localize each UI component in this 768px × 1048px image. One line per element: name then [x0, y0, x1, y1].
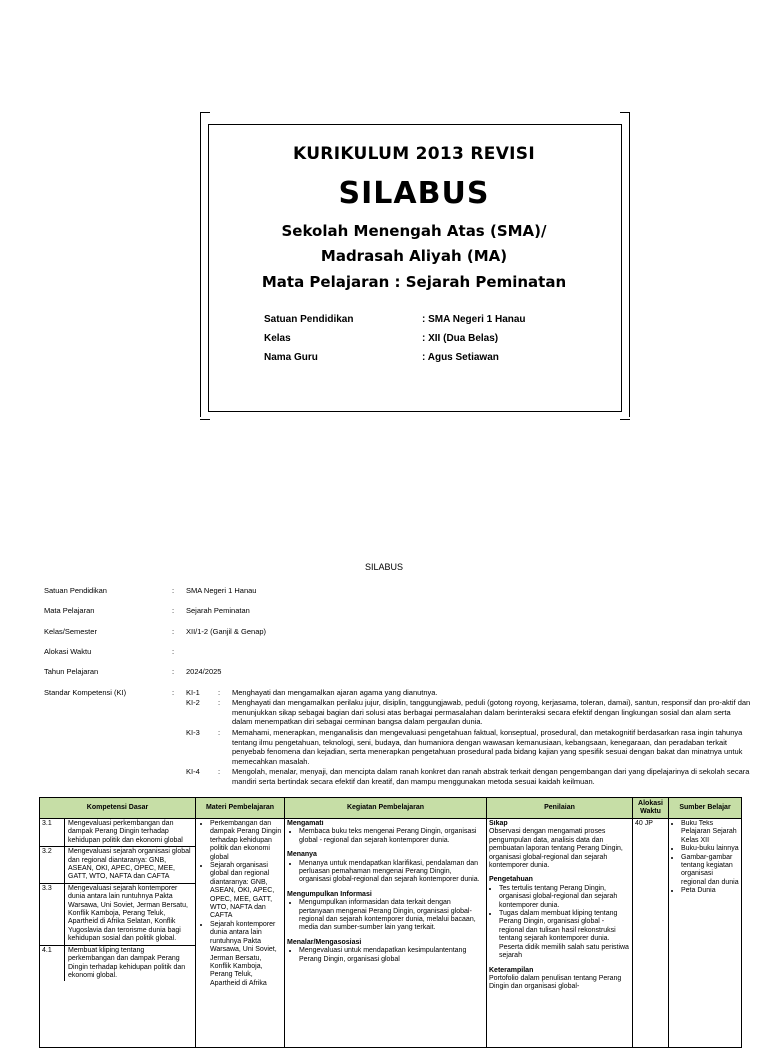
kd-number: 3.2 [40, 847, 65, 883]
cover-info-row [264, 314, 594, 333]
kegiatan-heading: Mengumpulkan Informasi [287, 890, 372, 898]
penilaian-text: Observasi dengan mengamati proses pengumpulan data, analisis data dan pembuatan laporan tentang Perang Dingin, organisasi global-regional dan sejarah kontemporer dunia. [489, 828, 623, 870]
kegiatan-list [287, 860, 484, 885]
cover-title: SILABUS [338, 176, 490, 211]
corner-tick [629, 360, 630, 417]
penilaian-item: • Tes tertulis tentang Perang Dingin, organisasi global-regional dan sejarah kontemporer dunia. [499, 885, 630, 910]
kd-number: 3.1 [40, 819, 65, 846]
penilaian-item: • Tugas dalam membuat kliping tentang Perang Dingin, organisasi global - regional dan tulisan hasil rekonstruksi tentang sejarah kontemporer dunia. Peserta didik memilih salah satu peristiwa sejarah [499, 910, 630, 960]
sumber-item: • Peta Dunia [681, 887, 739, 895]
field-value: Sejarah Peminatan [186, 606, 250, 615]
materi-list-wrap [198, 820, 282, 1046]
kd-item [40, 819, 195, 847]
kegiatan-heading: Menanya [287, 851, 317, 859]
cover-frame [200, 112, 630, 420]
sumber-item: • Gambar-gambar tentang kegiatan organisasi regional dan dunia [681, 854, 739, 888]
kd-item [40, 946, 195, 982]
sumber-wrap [671, 820, 739, 1046]
kegiatan-heading: Mengamati [287, 820, 324, 827]
cover-info-value: : SMA Negeri 1 Hanau [422, 314, 526, 325]
corner-tick [620, 112, 630, 113]
cover-info-row [264, 352, 594, 371]
field-value: SMA Negeri 1 Hanau [186, 586, 257, 595]
sumber-cell [669, 819, 742, 1048]
ki-colon: : [218, 728, 221, 737]
corner-tick [200, 360, 201, 417]
kegiatan-list [287, 828, 484, 845]
field-value: XII/1-2 (Ganjil & Genap) [186, 627, 267, 636]
kegiatan-cell [285, 819, 487, 1048]
field-colon: : [172, 606, 175, 615]
kd-text: Mengevaluasi perkembangan dan dampak Perang Dingin terhadap kehidupan politik dan ekonomi global [68, 820, 183, 844]
materi-cell [196, 819, 285, 1048]
penilaian-list [489, 885, 630, 961]
column-header: Kompetensi Dasar [40, 798, 196, 819]
ki-code: KI-3 [186, 728, 200, 737]
kd-item [40, 847, 195, 884]
kegiatan-list [287, 899, 484, 933]
corner-tick [620, 419, 630, 420]
ki-colon: : [218, 767, 221, 776]
silabus-table [39, 797, 742, 1048]
field-colon: : [172, 627, 175, 636]
field-label: Alokasi Waktu [44, 647, 92, 656]
kd-cell [40, 819, 196, 1048]
field-label: Tahun Pelajaran [44, 667, 99, 676]
ki-code: KI-1 [186, 688, 200, 697]
penilaian-cell [487, 819, 633, 1048]
cover-info-label: Kelas [264, 333, 291, 344]
field-label: Kelas/Semester [44, 627, 97, 636]
materi-list [198, 820, 282, 988]
ki-text: Menghayati dan mengamalkan perilaku jujur, disiplin, tanggungjawab, peduli (gotong royong, kerjasama, toleran, damai), santun, responsif dan pro-aktif dan menunjukkan sikap sebagai bagian dari solusi atas berbagai permasalahan dalam berinteraksi secara efektif dengan lingkungan sosial dan alam serta dalam menempatkan diri sebagai cerminan bangsa dalam pergaulan dunia. [232, 698, 751, 726]
kegiatan-item: • Mengumpulkan informasidan data terkait dengan pertanyaan mengenai Perang Dingin, organisasi global-regional dan sejarah kontemporer dunia, melalui bacaan, media dan sumber-sumber lain yang terkait. [299, 899, 484, 933]
column-header: Kegiatan Pembelajaran [285, 798, 487, 819]
field-colon: : [172, 688, 175, 697]
penilaian-heading: Sikap [489, 820, 508, 827]
column-header: Materi Pembelajaran [196, 798, 285, 819]
kegiatan-item: • Menanya untuk mendapatkan klarifikasi, pendalaman dan perluasan pemahaman mengenai Perang Dingin, organisasi global-regional dan sejarah kontemporer dunia. [299, 860, 484, 885]
cover-info-label: Satuan Pendidikan [264, 314, 354, 325]
field-label: Satuan Pendidikan [44, 586, 107, 595]
cover-school-type: Sekolah Menengah Atas (SMA)/ [281, 222, 547, 240]
kd-text: Mengevaluasi sejarah kontemporer dunia antara lain runtuhnya Pakta Warsawa, Uni Soviet, Jerman Bersatu, Konflik Kamboja, Perang Teluk, Apartheid di Afrika Selatan, Konflik Yugoslavia dan terorisme dunia bagi kehidupan sosial dan politik global. [68, 884, 188, 943]
alokasi-cell [633, 819, 669, 1048]
penilaian-text: Portofolio dalam penulisan tentang Perang Dingin dan organisasi global- [489, 974, 622, 991]
penilaian-heading: Keterampilan [489, 966, 534, 974]
kd-text: Mengevaluasi sejarah organisasi global dan regional diantaranya: GNB, ASEAN, OKI, APEC, OPEC, MEE, GATT, WTO, NAFTA dan CAFTA [68, 848, 191, 881]
cover-curriculum: KURIKULUM 2013 REVISI [293, 144, 535, 164]
kd-list [40, 819, 195, 1045]
cover-info-value: : Agus Setiawan [422, 352, 499, 363]
kegiatan-list [287, 947, 484, 964]
ki-text: Memahami, menerapkan, menganalisis dan mengevaluasi pengetahuan faktual, konseptual, prosedural, dan metakognitif berdasarkan rasa ingin tahunya tentang ilmu pengetahuan, teknologi, seni, budaya, dan humaniora dengan wawasan kemanusiaan, kebangsaan, kenegaraan, dan peradaban terkait penyebab fenomena dan kejadian, serta menerapkan pengetahuan prosedural pada bidang kajian yang spesifik sesuai dengan bakat dan minatnya untuk memecahkan masalah. [232, 728, 743, 766]
ki-text: Menghayati dan mengamalkan ajaran agama yang dianutnya. [232, 688, 438, 697]
field-colon: : [172, 586, 175, 595]
column-header: Sumber Belajar [669, 798, 742, 819]
field-colon: : [172, 647, 175, 656]
ki-code: KI-4 [186, 767, 200, 776]
kegiatan-item: • Mengevaluasi untuk mendapatkan kesimpulantentang Perang Dingin, organisasi global [299, 947, 484, 964]
sumber-list [671, 820, 739, 896]
cover-madrasah: Madrasah Aliyah (MA) [320, 247, 508, 265]
materi-item: • Perkembangan dan dampak Perang Dingin terhadap kehidupan politik dan ekonomi global [210, 820, 282, 862]
cover-info-value: : XII (Dua Belas) [422, 333, 499, 344]
kegiatan-heading: Menalar/Mengasosiasi [287, 938, 362, 946]
penilaian-wrap [489, 820, 630, 1046]
kd-number: 4.1 [40, 946, 65, 982]
sumber-item: • Buku Teks Pelajaran Sejarah Kelas XII [681, 820, 739, 845]
field-colon: : [172, 667, 175, 676]
field-value: 2024/2025 [186, 667, 222, 676]
kd-number: 3.3 [40, 884, 65, 945]
cover-info-label: Nama Guru [264, 352, 318, 363]
materi-item: • Sejarah organisasi global dan regional diantaranya: GNB, ASEAN, OKI, APEC, OPEC, MEE, GATT, WTO, NAFTA dan CAFTA [210, 862, 282, 921]
ki-code: KI-2 [186, 698, 200, 707]
kegiatan-item: • Membaca buku teks mengenai Perang Dingin, organisasi global - regional dan sejarah kontemporer dunia. [299, 828, 484, 845]
kegiatan-wrap [287, 820, 484, 1046]
kd-text: Membuat kliping tentang perkembangan dan dampak Perang Dingin terhadap kehidupan politik dan ekonomi global. [68, 946, 186, 979]
alokasi-value: 40 JP [635, 820, 653, 827]
column-header: Penilaian [487, 798, 633, 819]
ki-text: Mengolah, menalar, menyaji, dan mencipta dalam ranah konkret dan ranah abstrak terkait dengan pengembangan dari yang dipelajarinya di sekolah secara mandiri serta bertindak secara efektif dan kreatif, dan mampu menggunakan metoda sesuai kaidah keilmuan. [232, 767, 750, 786]
silabus-title: SILABUS [364, 562, 404, 572]
cover-info [264, 314, 594, 371]
ki-colon: : [218, 688, 221, 697]
corner-tick [200, 112, 210, 113]
table-header-row [40, 798, 742, 819]
sumber-item: • Buku-buku lainnya [681, 845, 739, 853]
table-row [40, 819, 742, 1048]
column-header: Alokasi Waktu [633, 798, 669, 819]
kd-item [40, 884, 195, 946]
cover-info-row [264, 333, 594, 352]
corner-tick [200, 419, 210, 420]
cover-subject: Mata Pelajaran : Sejarah Peminatan [261, 273, 567, 291]
penilaian-heading: Pengetahuan [489, 876, 533, 884]
field-label: Standar Kompetensi (KI) [44, 688, 127, 697]
materi-item: • Sejarah kontemporer dunia antara lain runtuhnya Pakta Warsawa, Uni Soviet, Jerman Bersatu, Konflik Kamboja, Perang Teluk, Apartheid di Afrika [210, 921, 282, 988]
field-label: Mata Pelajaran [44, 606, 95, 615]
ki-colon: : [218, 698, 221, 707]
